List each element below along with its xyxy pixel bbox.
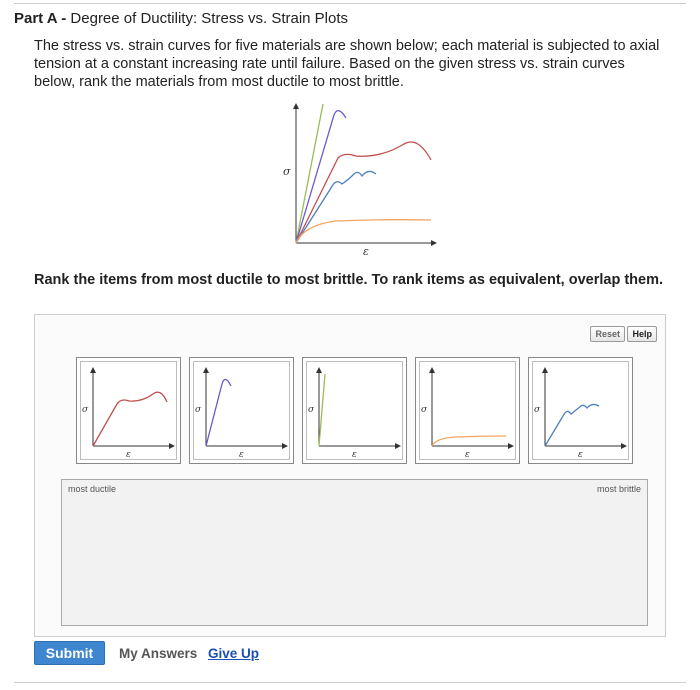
tile-y-symbol: σ — [195, 405, 202, 415]
bottom-divider — [14, 682, 686, 683]
rank-instruction: Rank the items from most ductile to most brittle. To rank items as equivalent, overlap them. — [34, 272, 664, 288]
main-x-symbol: ε — [363, 245, 369, 258]
top-divider — [14, 3, 686, 4]
rank-tile-blue[interactable] — [528, 357, 633, 464]
intro-text: The stress vs. strain curves for five materials are shown below; each material is subjected to axial tension at a constant increasing rate until failure. Based on the given stress vs. strain curves below, rank the materials from most ductile to most brittle. — [34, 38, 660, 90]
most-ductile-label: most ductile — [68, 484, 117, 494]
give-up-link[interactable]: Give Up — [208, 646, 260, 661]
tile-plot-green — [303, 358, 408, 465]
tile-y-symbol: σ — [534, 405, 541, 415]
tile-curve-red — [93, 392, 167, 446]
main-curve-red — [296, 142, 431, 243]
rank-tile-green[interactable] — [302, 357, 407, 464]
tile-curve-purple — [206, 379, 231, 446]
tile-y-symbol: σ — [308, 405, 315, 415]
main-y-symbol: σ — [283, 165, 291, 178]
tile-x-symbol: ε — [465, 450, 470, 460]
part-title — [14, 10, 348, 27]
ranking-drop-zone[interactable] — [61, 479, 648, 626]
rank-tile-purple[interactable] — [189, 357, 294, 464]
tile-x-symbol: ε — [578, 450, 583, 460]
tile-plot-orange — [416, 358, 521, 465]
tile-y-symbol: σ — [82, 405, 89, 415]
submit-button[interactable]: Submit — [34, 641, 105, 665]
rank-tile-red[interactable] — [76, 357, 181, 464]
ranking-widget — [34, 314, 666, 637]
main-curve-purple — [296, 111, 346, 243]
reset-button[interactable]: Reset — [590, 326, 625, 342]
part-title-text: Degree of Ductility: Stress vs. Strain Plots — [70, 10, 349, 27]
tile-x-symbol: ε — [352, 450, 357, 460]
part-separator: - — [57, 10, 71, 27]
most-brittle-label: most brittle — [596, 484, 641, 494]
main-stress-strain-plot — [276, 100, 446, 258]
tile-curve-orange — [432, 436, 506, 446]
tile-curve-green — [319, 374, 325, 446]
tile-x-symbol: ε — [239, 450, 244, 460]
part-label: Part A — [14, 10, 58, 27]
rank-tile-orange[interactable] — [415, 357, 520, 464]
main-curve-orange — [296, 220, 431, 243]
my-answers-label: My Answers — [119, 646, 198, 661]
tile-plot-red — [77, 358, 182, 465]
tile-x-symbol: ε — [126, 450, 131, 460]
tile-plot-blue — [529, 358, 634, 465]
help-button[interactable]: Help — [627, 326, 657, 342]
tile-y-symbol: σ — [421, 405, 428, 415]
tile-curve-blue — [545, 404, 599, 446]
tile-plot-purple — [190, 358, 295, 465]
